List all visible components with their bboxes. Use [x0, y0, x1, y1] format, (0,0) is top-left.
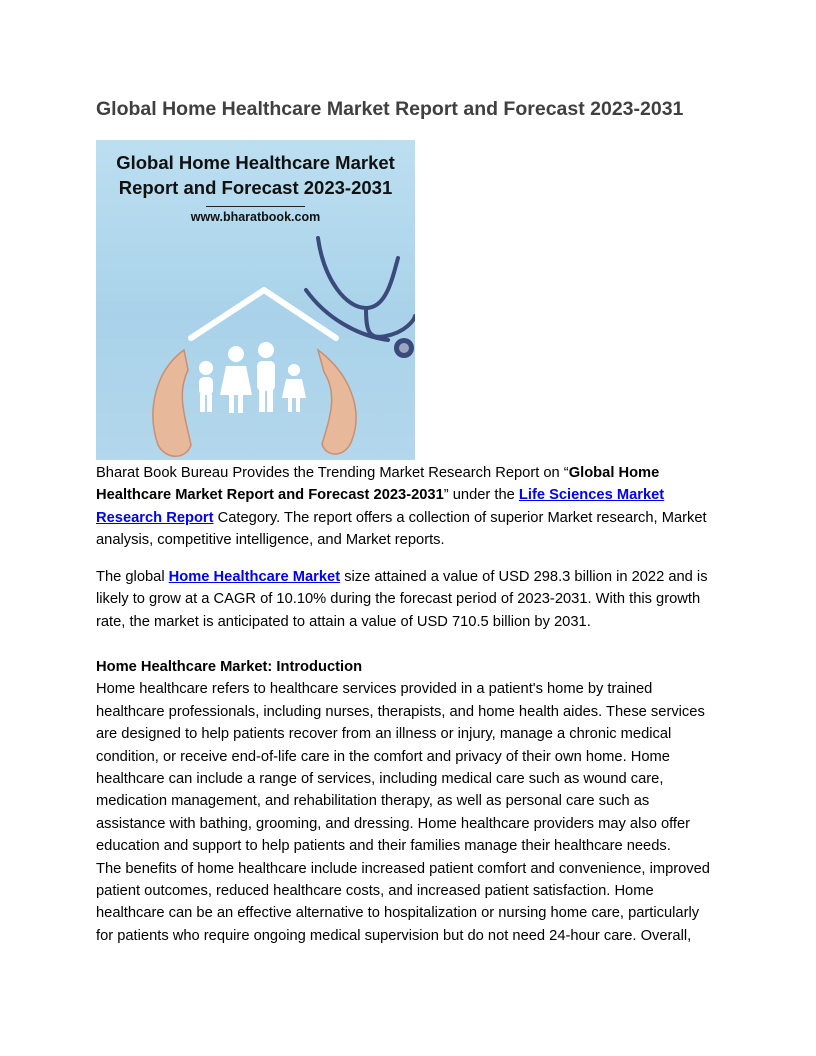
home-healthcare-market-link[interactable]: Home Healthcare Market — [168, 569, 341, 585]
market-text-2: size attained a value of USD 298.3 billion in 2022 and is likely to grow at a CAGR of 10.10% during the forecast period of 2023-2031. With this growth rate, the market is anticipated to attain a value of USD 710.5 billion by 2031. — [96, 569, 708, 630]
stethoscope-icon — [306, 238, 415, 340]
section-paragraph-1: Home healthcare refers to healthcare services provided in a patient's home by trained healthcare professionals, including nurses, therapists, and home health aides. These services are designed to help patients recover from an illness or injury, manage a chronic medical condition, or receive end-of-life care in the comfort and privacy of their own home. Home healthcare can include a range of services, including medical care such as wound care, medication management, and rehabilitation therapy, as well as personal care such as assistance with bathing, grooming, and dressing. Home healthcare providers may also offer education and support to help patients and their families manage their healthcare needs. — [96, 681, 705, 855]
section-heading: Home Healthcare Market: Introduction — [96, 659, 363, 675]
hands-icon — [153, 350, 356, 456]
market-paragraph — [96, 566, 720, 633]
house-icon — [191, 290, 336, 338]
cover-url: www.bharatbook.com — [190, 210, 321, 224]
family-icon — [199, 342, 306, 413]
page-title: Global Home Healthcare Market Report and Forecast 2023-2031 — [96, 98, 684, 120]
cover-title-line1: Global Home Healthcare Market — [116, 152, 395, 173]
life-sciences-link[interactable]: Life Sciences Market Research Report — [96, 487, 665, 526]
intro-report-name: Global Home Healthcare Market Report and Forecast 2023-2031 — [96, 465, 660, 504]
introduction-section — [96, 656, 720, 947]
cover-title-line2: Report and Forecast 2023-2031 — [118, 177, 393, 198]
cover-image — [96, 140, 415, 460]
market-text-1: The global — [96, 569, 169, 585]
intro-text-1: Bharat Book Bureau Provides the Trending Market Research Report on “ — [96, 465, 569, 481]
intro-text-3: Category. The report offers a collection of superior Market research, Market analysis, competitive intelligence, and Market reports. — [96, 509, 707, 549]
intro-paragraph — [96, 462, 720, 552]
section-paragraph-2: The benefits of home healthcare include increased patient comfort and convenience, improved patient outcomes, reduced healthcare costs, and increased patient satisfaction. Home healthcare can be an effective alternative to hospitalization or nursing home care, particularly for patients who require ongoing medical supervision but do not need 24-hour care. Overall, — [96, 860, 710, 944]
intro-text-2: ” under the — [443, 487, 519, 504]
cover-divider — [206, 206, 305, 207]
